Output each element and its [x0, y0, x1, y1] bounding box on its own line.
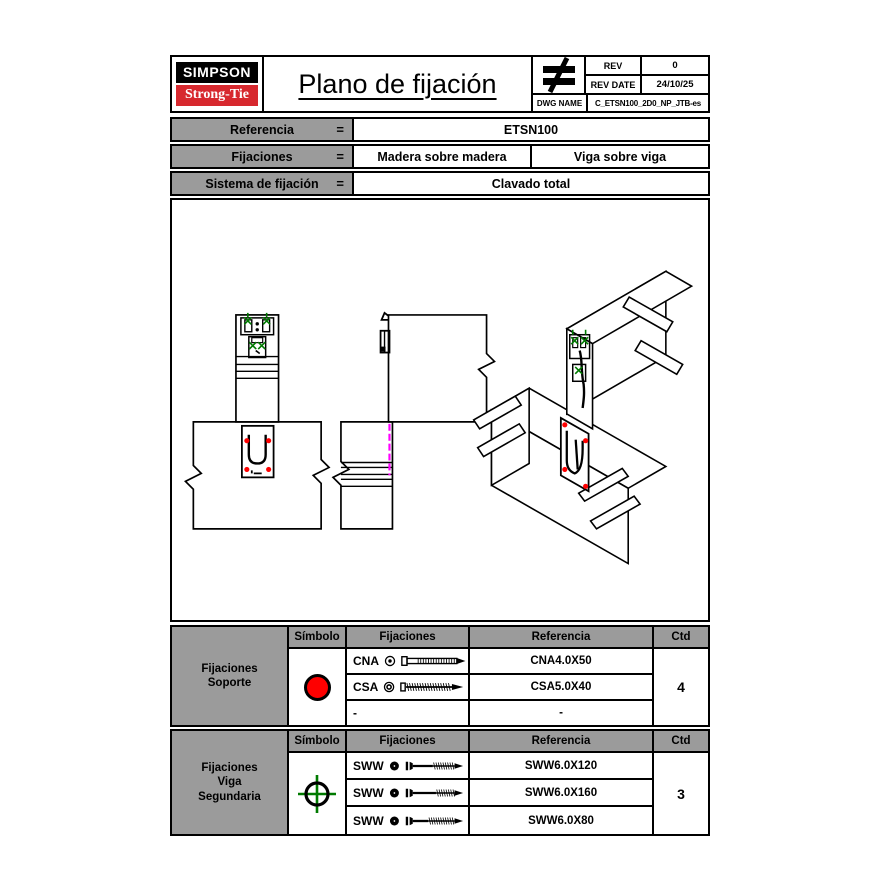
fixing-system-value: Clavado total	[491, 176, 571, 191]
revision-block	[533, 57, 708, 111]
fixings-row	[170, 144, 710, 169]
rev-value: 0	[672, 60, 678, 71]
fastener-code: CSA	[353, 680, 379, 694]
equals-sign: =	[336, 122, 344, 137]
not-equal-logo-icon	[533, 57, 586, 93]
support-qty-value: 4	[677, 679, 685, 695]
col-header-fixings: Fijaciones	[347, 627, 470, 649]
rev-date-value: 24/10/25	[656, 79, 694, 90]
structural-screw-icon	[405, 813, 469, 829]
col-header-fixings: Fijaciones	[347, 731, 470, 753]
fastener-code: SWW	[353, 785, 384, 800]
support-fastener-table	[170, 625, 710, 727]
fastener-code: SWW	[353, 813, 384, 828]
brand-logo	[172, 57, 264, 111]
equals-sign: =	[336, 149, 344, 164]
fixings-value-beam: Viga sobre viga	[530, 146, 708, 167]
reference-value: ETSN100	[503, 122, 559, 137]
isometric-view	[474, 271, 692, 563]
side-view	[333, 313, 494, 529]
fixing-system-row	[170, 171, 710, 196]
equals-sign: =	[336, 176, 344, 191]
washer-head-icon	[389, 759, 400, 773]
fastener-code: CNA	[353, 654, 379, 668]
rev-date-row	[586, 76, 708, 93]
rev-label: REV	[586, 57, 642, 74]
rev-row	[586, 57, 708, 76]
wood-screw-icon	[400, 679, 468, 695]
secondary-beam-fastener-table	[170, 729, 710, 836]
dwg-name-label: DWG NAME	[533, 95, 588, 111]
support-symbol-cell	[289, 649, 347, 725]
dwg-name-row	[533, 93, 708, 111]
fixing-system-label: Sistema de fijación	[205, 176, 319, 191]
fastener-reference: SWW6.0X160	[470, 780, 654, 807]
reference-label: Referencia	[230, 122, 294, 137]
secondary-beam-symbol-cell	[289, 753, 347, 834]
cad-views	[172, 200, 708, 620]
page-title: Plano de fijación	[298, 68, 497, 99]
fixings-label: Fijaciones	[231, 149, 293, 164]
brand-strongtie-label: Strong-Tie	[176, 85, 258, 106]
fastener-code: -	[353, 706, 357, 720]
washer-head-icon	[389, 786, 400, 800]
fastener-reference: SWW6.0X120	[470, 753, 654, 780]
washer-head-icon	[389, 814, 400, 828]
fastener-reference: CSA5.0X40	[470, 675, 654, 701]
support-group-label: Fijaciones Soporte	[172, 627, 289, 725]
title-block	[170, 55, 710, 113]
rev-date-label: REV DATE	[586, 76, 642, 93]
col-header-symbol: Símbolo	[289, 731, 347, 753]
nail-head-icon	[384, 654, 396, 668]
screw-head-icon	[383, 680, 395, 694]
secondary-beam-group-label: Fijaciones Viga Segundaria	[172, 731, 289, 834]
green-crosshair-symbol-icon	[296, 773, 338, 815]
col-header-reference: Referencia	[470, 627, 654, 649]
col-header-symbol: Símbolo	[289, 627, 347, 649]
fastener-reference: SWW6.0X80	[470, 807, 654, 834]
drawing-sheet	[170, 55, 710, 836]
red-circle-symbol-icon	[304, 674, 331, 701]
reference-row	[170, 117, 710, 142]
ring-nail-icon	[401, 653, 468, 669]
fastener-reference: -	[470, 701, 654, 725]
structural-screw-icon	[405, 758, 469, 774]
dwg-name-value: C_ETSN100_2D0_NP_JTB-es	[594, 98, 702, 108]
title-cell	[264, 57, 533, 111]
front-view	[185, 313, 329, 529]
col-header-qty: Ctd	[654, 627, 708, 649]
fastener-code: SWW	[353, 758, 384, 773]
secondary-beam-qty-value: 3	[677, 785, 685, 802]
col-header-reference: Referencia	[470, 731, 654, 753]
structural-screw-icon	[405, 785, 469, 801]
drawing-area	[170, 198, 710, 622]
brand-simpson-label: SIMPSON	[176, 62, 258, 83]
fastener-reference: CNA4.0X50	[470, 649, 654, 675]
fixings-value-wood: Madera sobre madera	[377, 149, 507, 164]
col-header-qty: Ctd	[654, 731, 708, 753]
